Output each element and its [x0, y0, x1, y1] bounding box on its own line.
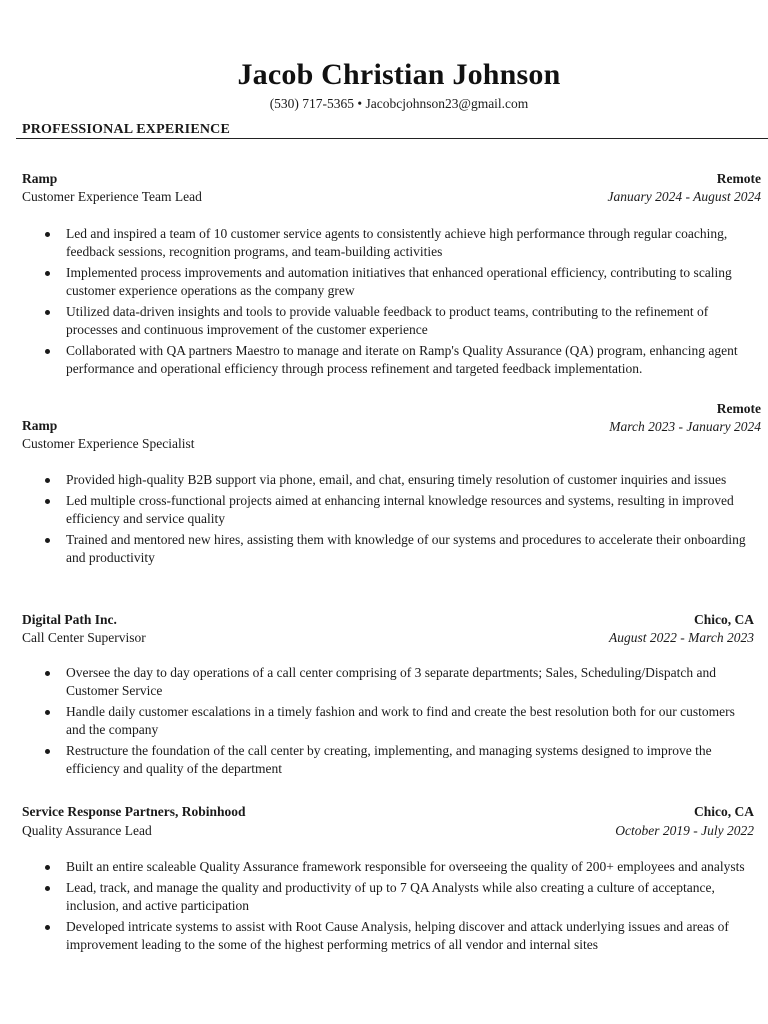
job-dates: March 2023 - January 2024 [609, 419, 761, 434]
bullet-item: Handle daily customer escalations in a timely fashion and work to find and create the best resolution both for our customers and the company [0, 703, 756, 739]
job-location: Chico, CA [694, 612, 754, 627]
bullet-list [0, 225, 756, 381]
company-name: Service Response Partners, Robinhood [22, 804, 246, 819]
section-divider [16, 138, 768, 139]
job-title: Customer Experience Specialist [22, 436, 195, 451]
job-dates: October 2019 - July 2022 [615, 823, 754, 838]
bullet-item: Oversee the day to day operations of a call center comprising of 3 separate departments; Sales, Scheduling/Dispatch and Customer Service [0, 664, 756, 700]
bullet-item: Built an entire scaleable Quality Assurance framework responsible for overseeing the quality of 200+ employees and analysts [0, 858, 756, 876]
bullet-item: Lead, track, and manage the quality and productivity of up to 7 QA Analysts while also creating a culture of acceptance, inclusion, and active participation [0, 879, 756, 915]
job-dates: January 2024 - August 2024 [607, 189, 761, 204]
company-name: Ramp [22, 418, 58, 433]
company-name: Digital Path Inc. [22, 612, 117, 627]
job-title: Quality Assurance Lead [22, 823, 152, 838]
section-title: PROFESSIONAL EXPERIENCE [22, 122, 231, 137]
bullet-item: Trained and mentored new hires, assisting them with knowledge of our systems and procedures to accelerate their onboarding and productivity [0, 531, 756, 567]
job-title: Call Center Supervisor [22, 630, 146, 645]
job-dates: August 2022 - March 2023 [609, 630, 754, 645]
bullet-item: Led and inspired a team of 10 customer service agents to consistently achieve high performance through regular coaching, feedback sessions, recognition programs, and team-building activities [0, 225, 756, 261]
bullet-item: Restructure the foundation of the call center by creating, implementing, and managing systems designed to improve the efficiency and quality of the department [0, 742, 756, 778]
bullet-list [0, 471, 756, 570]
job-location: Remote [716, 171, 761, 186]
bullet-list [0, 664, 756, 781]
bullet-item: Utilized data-driven insights and tools to provide valuable feedback to product teams, contributing to the refinement of processes and continuous improvement of the customer experience [0, 303, 756, 339]
job-title: Customer Experience Team Lead [22, 189, 202, 204]
job-location: Chico, CA [694, 804, 754, 819]
contact-line: (530) 717-5365 • Jacobcjohnson23@gmail.com [269, 96, 529, 111]
bullet-item: Led multiple cross-functional projects aimed at enhancing internal knowledge resources and systems, resulting in improved efficiency and service quality [0, 492, 756, 528]
bullet-item: Developed intricate systems to assist with Root Cause Analysis, helping discover and attack underlying issues and areas of improvement leading to the some of the highest performing metrics of all vendor and internal sites [0, 918, 756, 954]
resume-name: Jacob Christian Johnson [237, 58, 561, 91]
bullet-item: Provided high-quality B2B support via phone, email, and chat, ensuring timely resolution of customer inquiries and issues [0, 471, 756, 489]
bullet-item: Implemented process improvements and automation initiatives that enhanced operational efficiency, contributing to scaling customer experience operations as the company grew [0, 264, 756, 300]
bullet-item: Collaborated with QA partners Maestro to manage and iterate on Ramp's Quality Assurance (QA) program, enhancing agent performance and operational efficiency through process refinement and targeted feedback implementation. [0, 342, 756, 378]
job-location: Remote [716, 401, 761, 416]
bullet-list [0, 858, 756, 957]
company-name: Ramp [22, 171, 58, 186]
